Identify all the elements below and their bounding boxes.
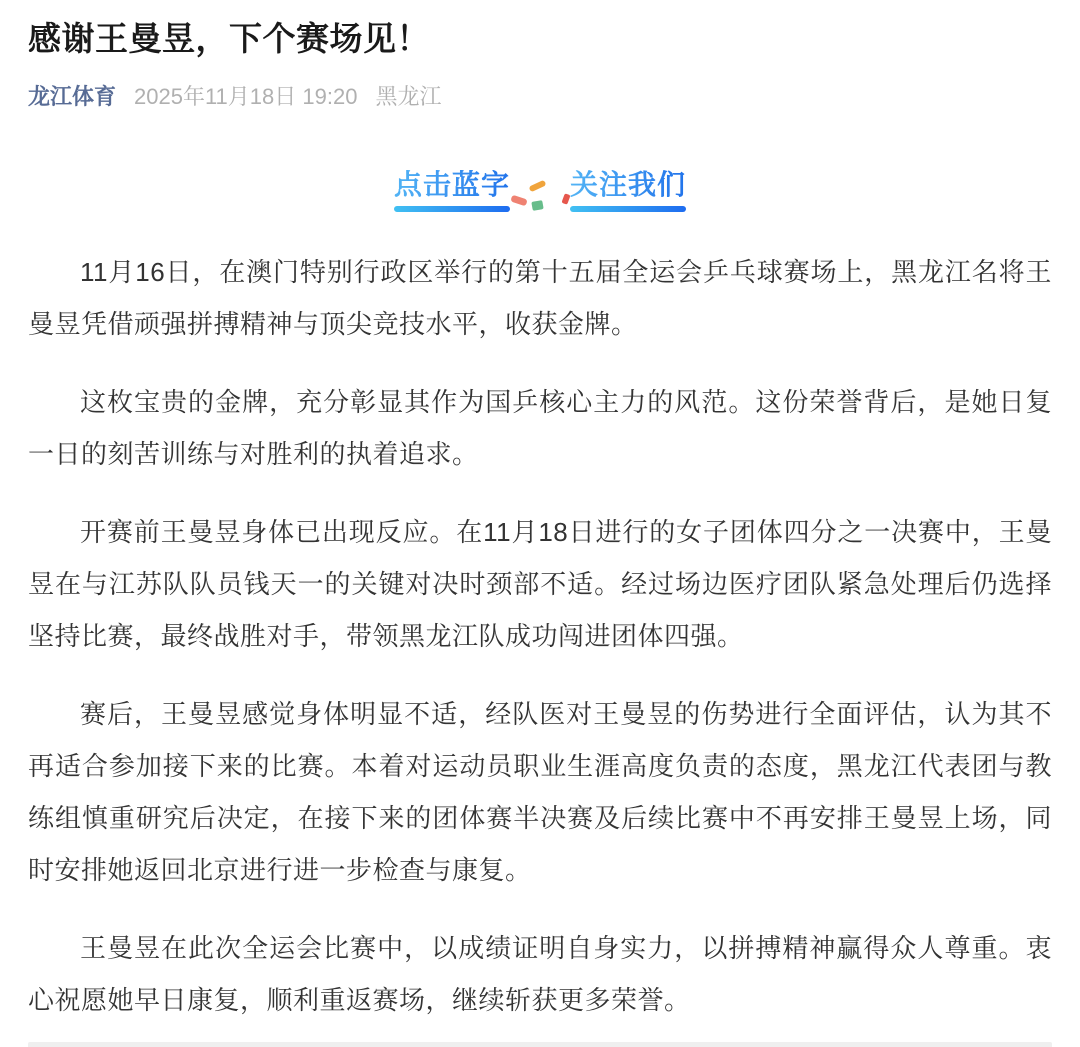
banner-right-underline xyxy=(570,206,686,212)
paragraph-2: 这枚宝贵的金牌，充分彰显其作为国乒核心主力的风范。这份荣誉背后，是她日复一日的刻苦训练与对胜利的执着追求。 xyxy=(28,387,1052,469)
publish-datetime: 2025年11月18日 19:20 xyxy=(134,84,358,109)
follow-banner-image[interactable] xyxy=(28,170,1052,216)
banner-left-text: 点击蓝字 xyxy=(393,169,510,200)
banner-left-underline xyxy=(394,206,510,212)
paragraph-1: 11月16日，在澳门特别行政区举行的第十五届全运会乒乓球赛场上，黑龙江名将王曼昱凭借顽强拼搏精神与顶尖竞技水平，收获金牌。 xyxy=(28,257,1052,339)
next-content-edge xyxy=(28,1042,1052,1047)
paragraph-3: 开赛前王曼昱身体已出现反应。在11月18日进行的女子团体四分之一决赛中，王曼昱在与江苏队队员钱天一的关键对决时颈部不适。经过场边医疗团队紧急处理后仍选择坚持比赛，最终战胜对手，带领黑龙江队成功闯进团体四强。 xyxy=(28,517,1052,651)
banner-left-group xyxy=(394,170,510,212)
account-name-link[interactable]: 龙江体育 xyxy=(28,84,117,109)
publish-location: 黑龙江 xyxy=(375,84,442,109)
banner-right-group xyxy=(570,170,686,212)
byline xyxy=(28,82,1052,112)
paragraph-5: 王曼昱在此次全运会比赛中，以成绩证明自身实力，以拼搏精神赢得众人尊重。衷心祝愿她早日康复，顺利重返赛场，继续斩获更多荣誉。 xyxy=(28,933,1052,1015)
confetti-piece-salmon-icon xyxy=(510,195,527,207)
confetti-piece-orange-icon xyxy=(529,180,547,193)
paragraph-4: 赛后，王曼昱感觉身体明显不适，经队医对王曼昱的伤势进行全面评估，认为其不再适合参加接下来的比赛。本着对运动员职业生涯高度负责的态度，黑龙江代表团与教练组慎重研究后决定，在接下来的团体赛半决赛及后续比赛中不再安排王曼昱上场，同时安排她返回北京进行进一步检查与康复。 xyxy=(28,699,1052,885)
confetti-decoration xyxy=(511,170,569,216)
confetti-piece-green-icon xyxy=(531,200,543,211)
article-body xyxy=(28,246,1052,1026)
banner-right-text: 关注我们 xyxy=(570,169,687,200)
page-title: 感谢王曼昱，下个赛场见！ xyxy=(28,20,430,57)
article-page xyxy=(0,16,1080,1047)
